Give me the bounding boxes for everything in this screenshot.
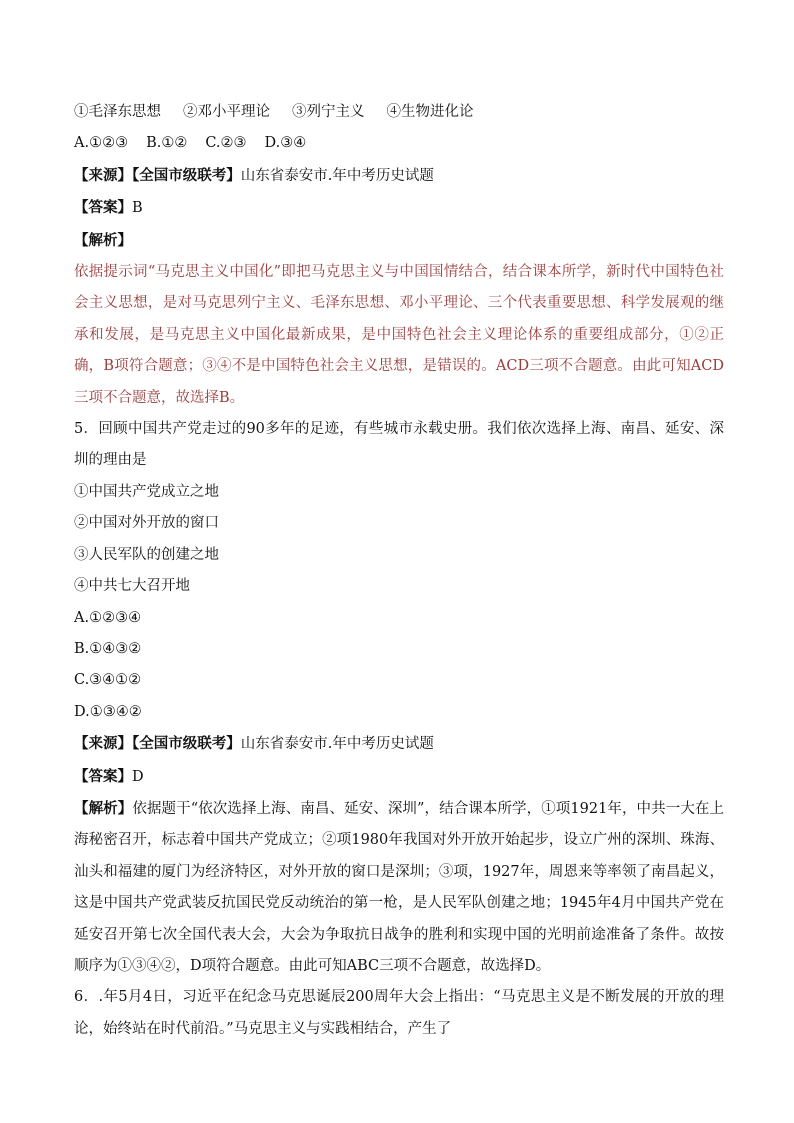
q4-choice-b: B.①② [146,135,188,152]
q4-choices-line [74,128,724,159]
q5-source-label: 【来源】 [74,735,132,753]
q5-choice-b: B.①④③② [74,640,142,657]
q4-option-2: ②邓小平理论 [183,104,270,120]
q5-answer-value: D [132,768,144,785]
q6-stem: 6．.年5月4日，习近平在纪念马克思诞辰200周年大会上指出：“马克思主义是不断发展的开放的理论，始终站在时代前沿。”马克思主义与实践相结合，产生了 [74,989,724,1037]
q5-choice-a: A.①②③④ [74,609,142,626]
q4-source-text: 山东省泰安市.年中考历史试题 [240,167,434,184]
q5-choice-d: D.①③④② [74,703,142,720]
q5-item-1: ①中国共产党成立之地 [74,483,219,500]
q4-option-4: ④生物进化论 [386,104,474,120]
q5-source [74,728,724,760]
q4-option-3: ③列宁主义 [292,104,365,120]
q4-answer-label: 【答案】 [74,199,132,217]
q4-analysis-text: 依据提示词“马克思主义中国化”即把马克思主义与中国国情结合，结合课本所学，新时代中国特色社会主义思想，是对马克思列宁主义、毛泽东思想、邓小平理论、三个代表重要思想、科学发展观的继承和发展，是马克思主义中国化最新成果，是中国特色社会主义理论体系的重要组成部分，①②正确，B项符合题意；③④不是中国特色社会主义思想，是错误的。ACD三项不合题意。由此可知ACD三项不合题意，故选择B。 [74,264,724,406]
q4-source-label: 【来源】 [74,166,132,184]
q5-item-4: ④中共七大召开地 [74,578,190,595]
q4-choice-a: A.①②③ [74,135,129,152]
q5-analysis-label: 【解析】 [74,799,133,817]
q4-analysis-label: 【解析】 [74,231,132,249]
q5-item-2: ②中国对外开放的窗口 [74,515,219,532]
document-page [74,97,724,1045]
q5-answer-label: 【答案】 [74,767,132,785]
q4-answer-value: B [132,200,143,217]
q4-option-1: ①毛泽东思想 [74,104,161,120]
q5-choice-c: C.③④①② [74,672,142,689]
q5-source-tag: 【全国市级联考】 [132,735,241,753]
q4-source-tag: 【全国市级联考】 [132,166,241,184]
q4-choice-c: C.②③ [205,135,247,152]
q5-analysis [74,793,724,982]
q5-item-3: ③人民军队的创建之地 [74,546,219,563]
q5-analysis-text: 依据题干“依次选择上海、南昌、延安、深圳”，结合课本所学，①项1921年，中共一大在上海秘密召开，标志着中国共产党成立；②项1980年我国对外开放开始起步，设立广州的深圳、珠海、汕头和福建的厦门为经济特区，对外开放的窗口是深圳；③项，1927年，周恩来等率领了南昌起义，这是中国共产党武装反抗国民党反动统治的第一枪，是人民军队创建之地；1945年4月中国共产党在延安召开第七次全国代表大会，大会为争取抗日战争的胜利和实现中国的光明前途准备了条件。故按顺序为①③④②，D项符合题意。由此可知ABC三项不合题意，故选择D。 [74,800,724,974]
q5-answer [74,761,724,793]
q4-choice-d: D.③④ [264,135,307,152]
q4-options-line [74,97,724,128]
q4-answer [74,192,724,224]
q4-analysis-heading [74,225,724,257]
q5-source-text: 山东省泰安市.年中考历史试题 [240,736,434,753]
q5-stem: 5．回顾中国共产党走过的90多年的足迹，有些城市永载史册。我们依次选择上海、南昌、延安、深圳的理由是 [74,421,724,469]
q4-source [74,160,724,192]
